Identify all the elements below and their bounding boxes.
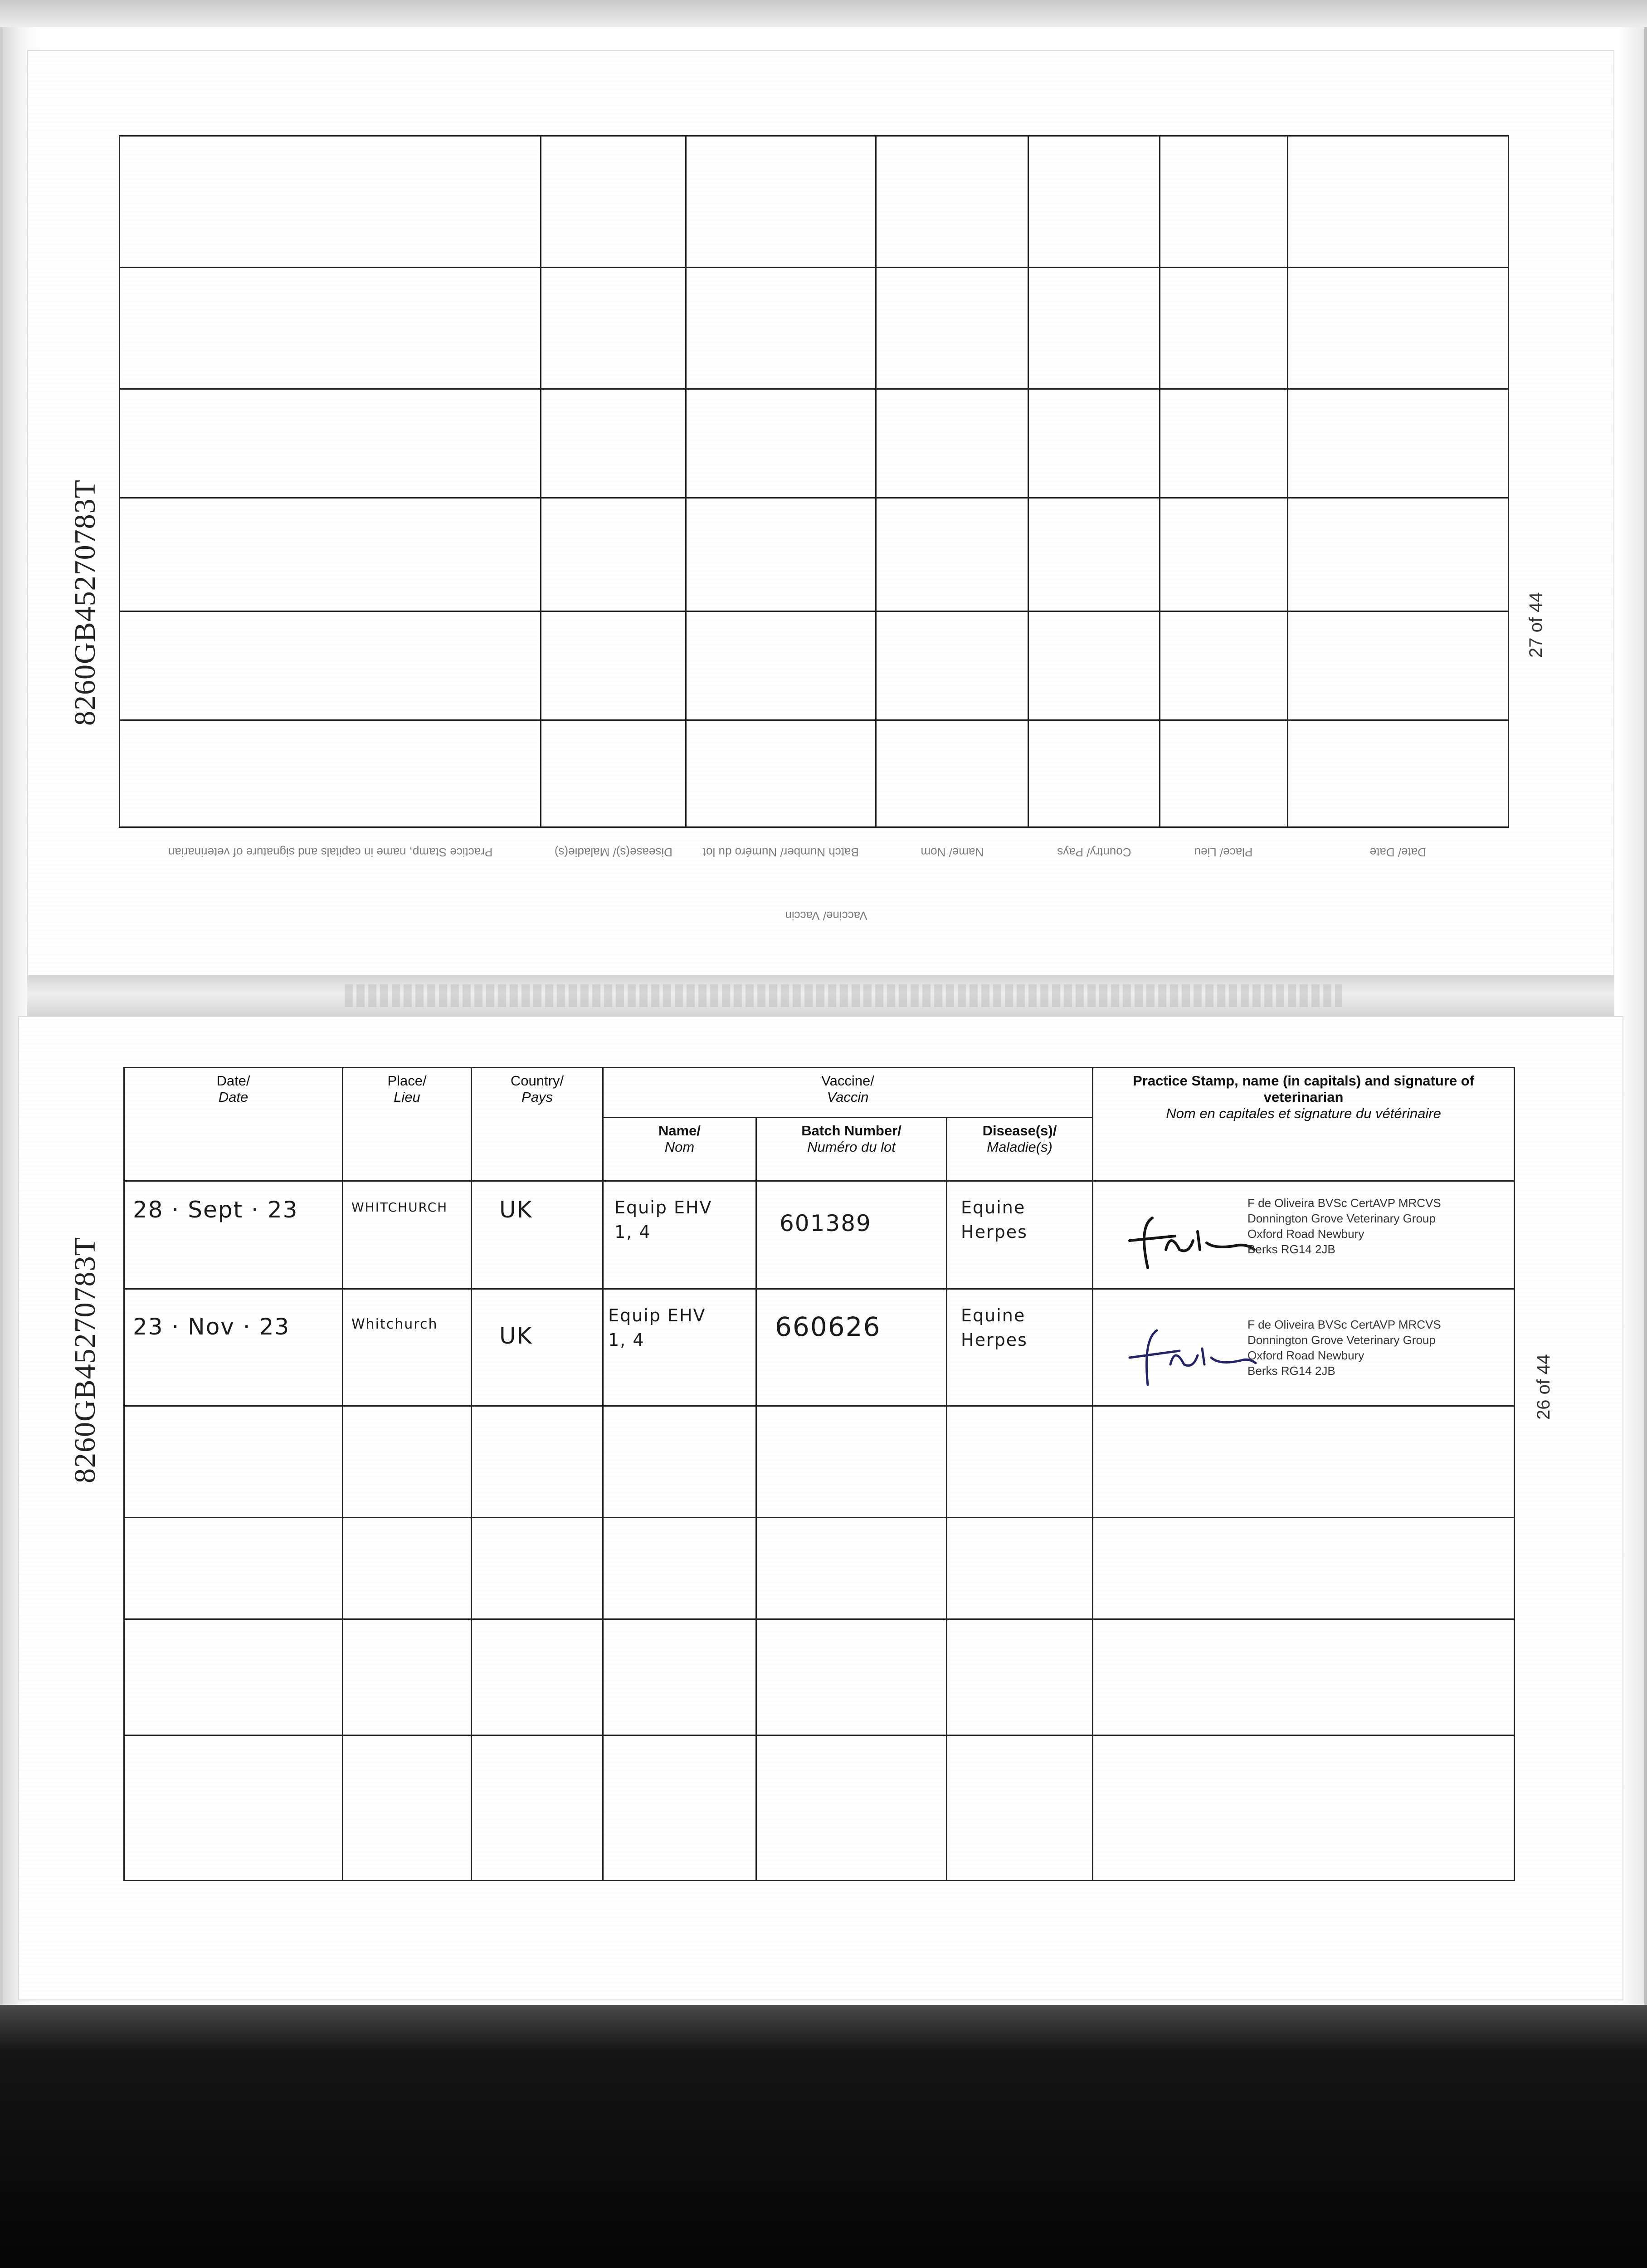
header-stamp: [1093, 1068, 1515, 1181]
header-stamp-fr: Nom en capitales et signature du vétérinaire: [1166, 1105, 1441, 1121]
mirrored-date-label: Date/ Date: [1369, 846, 1426, 860]
horse-id-upper: 8260GB45270783T: [68, 479, 102, 726]
handwritten-country: UK: [499, 1197, 533, 1223]
mirrored-stamp-label: Practice Stamp, name in capitals and signature of veterinarian: [168, 846, 492, 860]
handwritten-country: UK: [499, 1323, 533, 1349]
mirrored-country-label: Country/ Pays: [1057, 846, 1131, 860]
cell-country: [472, 1289, 603, 1406]
handwritten-vaccine-name: Equip EHV 1, 4: [608, 1305, 706, 1350]
cell-place: [343, 1181, 472, 1289]
page-number-upper: 27 of 44: [1526, 592, 1546, 658]
header-name-en: Name/: [658, 1123, 701, 1139]
cell-disease: [947, 1181, 1093, 1289]
cell-batch: [756, 1289, 947, 1406]
table-row: [124, 1406, 1515, 1518]
header-country: [472, 1068, 603, 1181]
page-number-lower: 26 of 44: [1534, 1354, 1554, 1420]
cell-stamp: [1093, 1289, 1515, 1406]
cell-date: [124, 1181, 343, 1289]
handwritten-disease: Equine Herpes: [961, 1305, 1028, 1350]
handwritten-batch: 660626: [775, 1311, 881, 1342]
handwritten-place: Whitchurch: [351, 1316, 438, 1332]
stamp-line: F de Oliveira BVSc CertAVP MRCVS: [1247, 1318, 1441, 1331]
header-vaccine-fr: Vaccin: [827, 1089, 869, 1105]
passport-page-27: [27, 50, 1614, 989]
cell-vaccine-name: [603, 1289, 756, 1406]
cell-place: [343, 1289, 472, 1406]
header-place-fr: Lieu: [394, 1089, 420, 1105]
cell-country: [472, 1181, 603, 1289]
header-batch-fr: Numéro du lot: [807, 1139, 896, 1155]
header-date: [124, 1068, 343, 1181]
table-row: [124, 1619, 1515, 1735]
stamp-line: Berks RG14 2JB: [1247, 1242, 1335, 1256]
header-name-fr: Nom: [664, 1139, 695, 1155]
stamp-line: Donnington Grove Veterinary Group: [1247, 1212, 1436, 1225]
mirrored-vaccine-label: Vaccine/ Vaccin: [785, 909, 867, 923]
stamp-line: Oxford Road Newbury: [1247, 1349, 1364, 1362]
header-date-fr: Date: [218, 1089, 249, 1105]
mirrored-place-label: Place/ Lieu: [1194, 846, 1253, 860]
handwritten-vaccine-name: Equip EHV 1, 4: [614, 1198, 712, 1242]
header-disease-en: Disease(s)/: [982, 1123, 1057, 1139]
header-place: [343, 1068, 472, 1181]
cell-stamp: [1093, 1181, 1515, 1289]
blank-vaccination-grid: [119, 135, 1509, 877]
table-row: [124, 1181, 1515, 1289]
cell-vaccine-name: [603, 1181, 756, 1289]
vet-signature: [1121, 1312, 1257, 1389]
table-row: [124, 1518, 1515, 1619]
header-date-en: Date/: [216, 1073, 250, 1089]
header-batch: [756, 1118, 947, 1181]
table-row: [124, 1735, 1515, 1881]
header-disease: [947, 1118, 1093, 1181]
handwritten-date: 23 · Nov · 23: [133, 1314, 290, 1340]
vaccination-record-table: [123, 1067, 1515, 1881]
header-batch-en: Batch Number/: [801, 1123, 901, 1139]
mirrored-disease-label: Disease(s)/ Maladie(s): [554, 846, 672, 860]
header-country-en: Country/: [510, 1073, 564, 1089]
vet-signature: [1121, 1200, 1257, 1277]
header-vaccine: [603, 1068, 1093, 1118]
cell-date: [124, 1289, 343, 1406]
stamp-line: Oxford Road Newbury: [1247, 1227, 1364, 1241]
handwritten-place: WHITCHURCH: [351, 1200, 448, 1215]
stamp-line: Berks RG14 2JB: [1247, 1364, 1335, 1378]
handwritten-batch: 601389: [780, 1210, 872, 1237]
scan-background-dark: [0, 2005, 1647, 2268]
table-row: [124, 1289, 1515, 1406]
stamp-line: Donnington Grove Veterinary Group: [1247, 1333, 1436, 1347]
cell-batch: [756, 1181, 947, 1289]
stamp-text: [1247, 1195, 1441, 1257]
cell-disease: [947, 1289, 1093, 1406]
seam-show-through: [345, 984, 1342, 1007]
mirrored-name-label: Name/ Nom: [921, 846, 984, 860]
horse-id-lower: 8260GB45270783T: [68, 1237, 102, 1483]
handwritten-disease: Equine Herpes: [961, 1198, 1028, 1242]
header-name: [603, 1118, 756, 1181]
mirrored-header-row: [120, 827, 1509, 877]
header-vaccine-en: Vaccine/: [821, 1073, 874, 1089]
header-stamp-en: Practice Stamp, name (in capitals) and signature of veterinarian: [1133, 1073, 1474, 1105]
stamp-text: [1247, 1317, 1441, 1378]
header-disease-fr: Maladie(s): [987, 1139, 1053, 1155]
handwritten-date: 28 · Sept · 23: [133, 1197, 298, 1223]
stamp-line: F de Oliveira BVSc CertAVP MRCVS: [1247, 1196, 1441, 1210]
header-country-fr: Pays: [521, 1089, 553, 1105]
header-place-en: Place/: [387, 1073, 427, 1089]
mirrored-batch-label: Batch Number/ Numéro du lot: [703, 846, 859, 860]
